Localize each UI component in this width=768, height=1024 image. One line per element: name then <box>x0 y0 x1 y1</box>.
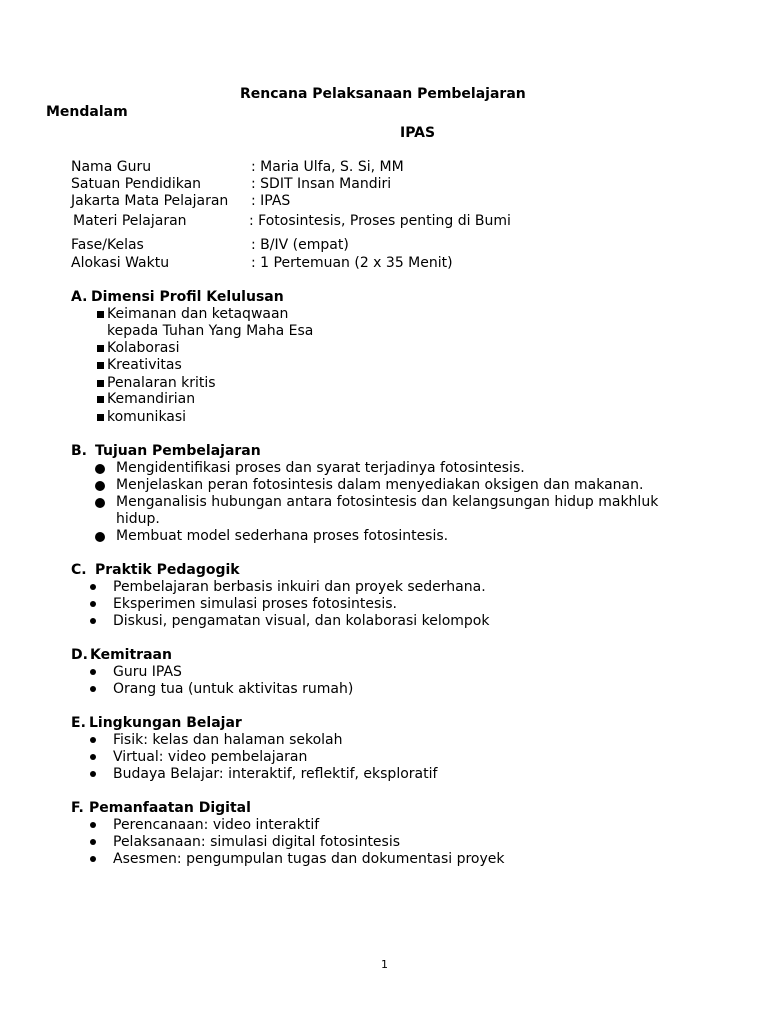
section-b-item: Menganalisis hubungan antara fotosintesis dan kelangsungan hidup makhluk <box>116 494 659 510</box>
section-f-item: Asesmen: pengumpulan tugas dan dokumentasi proyek <box>113 851 505 867</box>
filled-circle-bullet-icon <box>95 481 105 491</box>
square-bullet-icon <box>97 362 104 369</box>
section-b-item-continuation: hidup. <box>116 511 160 527</box>
section-a-item-continuation: kepada Tuhan Yang Maha Esa <box>107 323 314 339</box>
section-e-letter: E. <box>71 715 86 731</box>
bullet-icon <box>90 686 96 692</box>
filled-circle-bullet-icon <box>95 532 105 542</box>
bullet-icon <box>90 856 96 862</box>
section-e-item: Fisik: kelas dan halaman sekolah <box>113 732 343 748</box>
section-a-item: Kolaborasi <box>107 340 180 356</box>
square-bullet-icon <box>97 311 104 318</box>
section-c-heading: Praktik Pedagogik <box>95 562 240 578</box>
section-f-item: Pelaksanaan: simulasi digital fotosintesis <box>113 834 401 850</box>
section-a-item: Kreativitas <box>107 357 182 373</box>
section-c-item: Diskusi, pengamatan visual, dan kolaborasi kelompok <box>113 613 490 629</box>
section-f-heading: Pemanfaatan Digital <box>89 800 251 816</box>
section-c-item: Eksperimen simulasi proses fotosintesis. <box>113 596 397 612</box>
section-d-letter: D. <box>71 647 88 663</box>
info-value-materi-pelajaran: : Fotosintesis, Proses penting di Bumi <box>249 213 511 229</box>
section-a-item: komunikasi <box>107 409 187 425</box>
square-bullet-icon <box>97 380 104 387</box>
section-a-item: Penalaran kritis <box>107 375 216 391</box>
info-label-mata-pelajaran: Jakarta Mata Pelajaran <box>71 193 229 209</box>
section-d-heading: Kemitraan <box>90 647 172 663</box>
info-value-mata-pelajaran: : IPAS <box>251 193 291 209</box>
bullet-icon <box>90 771 96 777</box>
bullet-icon <box>90 669 96 675</box>
bullet-icon <box>90 584 96 590</box>
section-b-letter: B. <box>71 443 87 459</box>
section-c-item: Pembelajaran berbasis inkuiri dan proyek sederhana. <box>113 579 486 595</box>
document-title-continuation: Mendalam <box>46 104 128 120</box>
section-a-item: Keimanan dan ketaqwaan <box>107 306 289 322</box>
info-label-alokasi-waktu: Alokasi Waktu <box>71 255 170 271</box>
section-e-item: Budaya Belajar: interaktif, reflektif, eksploratif <box>113 766 438 782</box>
section-d-item: Orang tua (untuk aktivitas rumah) <box>113 681 354 697</box>
section-b-item: Membuat model sederhana proses fotosintesis. <box>116 528 449 544</box>
filled-circle-bullet-icon <box>95 498 105 508</box>
bullet-icon <box>90 618 96 624</box>
section-b-item: Menjelaskan peran fotosintesis dalam menyediakan oksigen dan makanan. <box>116 477 644 493</box>
info-value-fase-kelas: : B/IV (empat) <box>251 237 349 253</box>
section-a-heading: Dimensi Profil Kelulusan <box>91 289 284 305</box>
info-label-materi-pelajaran: Materi Pelajaran <box>73 213 187 229</box>
bullet-icon <box>90 754 96 760</box>
section-a-letter: A. <box>71 289 88 305</box>
square-bullet-icon <box>97 396 104 403</box>
info-label-fase-kelas: Fase/Kelas <box>71 237 144 253</box>
info-label-nama-guru: Nama Guru <box>71 159 152 175</box>
section-e-heading: Lingkungan Belajar <box>89 715 242 731</box>
section-e-item: Virtual: video pembelajaran <box>113 749 308 765</box>
filled-circle-bullet-icon <box>95 464 105 474</box>
section-f-letter: F. <box>71 800 84 816</box>
bullet-icon <box>90 601 96 607</box>
bullet-icon <box>90 839 96 845</box>
section-b-heading: Tujuan Pembelajaran <box>95 443 261 459</box>
section-d-item: Guru IPAS <box>113 664 182 680</box>
square-bullet-icon <box>97 414 104 421</box>
section-c-letter: C. <box>71 562 87 578</box>
section-b-item: Mengidentifikasi proses dan syarat terjadinya fotosintesis. <box>116 460 525 476</box>
section-f-item: Perencanaan: video interaktif <box>113 817 320 833</box>
square-bullet-icon <box>97 345 104 352</box>
info-label-satuan-pendidikan: Satuan Pendidikan <box>71 176 202 192</box>
document-title: Rencana Pelaksanaan Pembelajaran <box>240 86 526 102</box>
bullet-icon <box>90 737 96 743</box>
info-value-satuan-pendidikan: : SDIT Insan Mandiri <box>251 176 392 192</box>
document-subject: IPAS <box>400 125 436 141</box>
page-number: 1 <box>381 958 388 971</box>
info-value-nama-guru: : Maria Ulfa, S. Si, MM <box>251 159 404 175</box>
section-a-item: Kemandirian <box>107 391 196 407</box>
info-value-alokasi-waktu: : 1 Pertemuan (2 x 35 Menit) <box>251 255 453 271</box>
bullet-icon <box>90 822 96 828</box>
